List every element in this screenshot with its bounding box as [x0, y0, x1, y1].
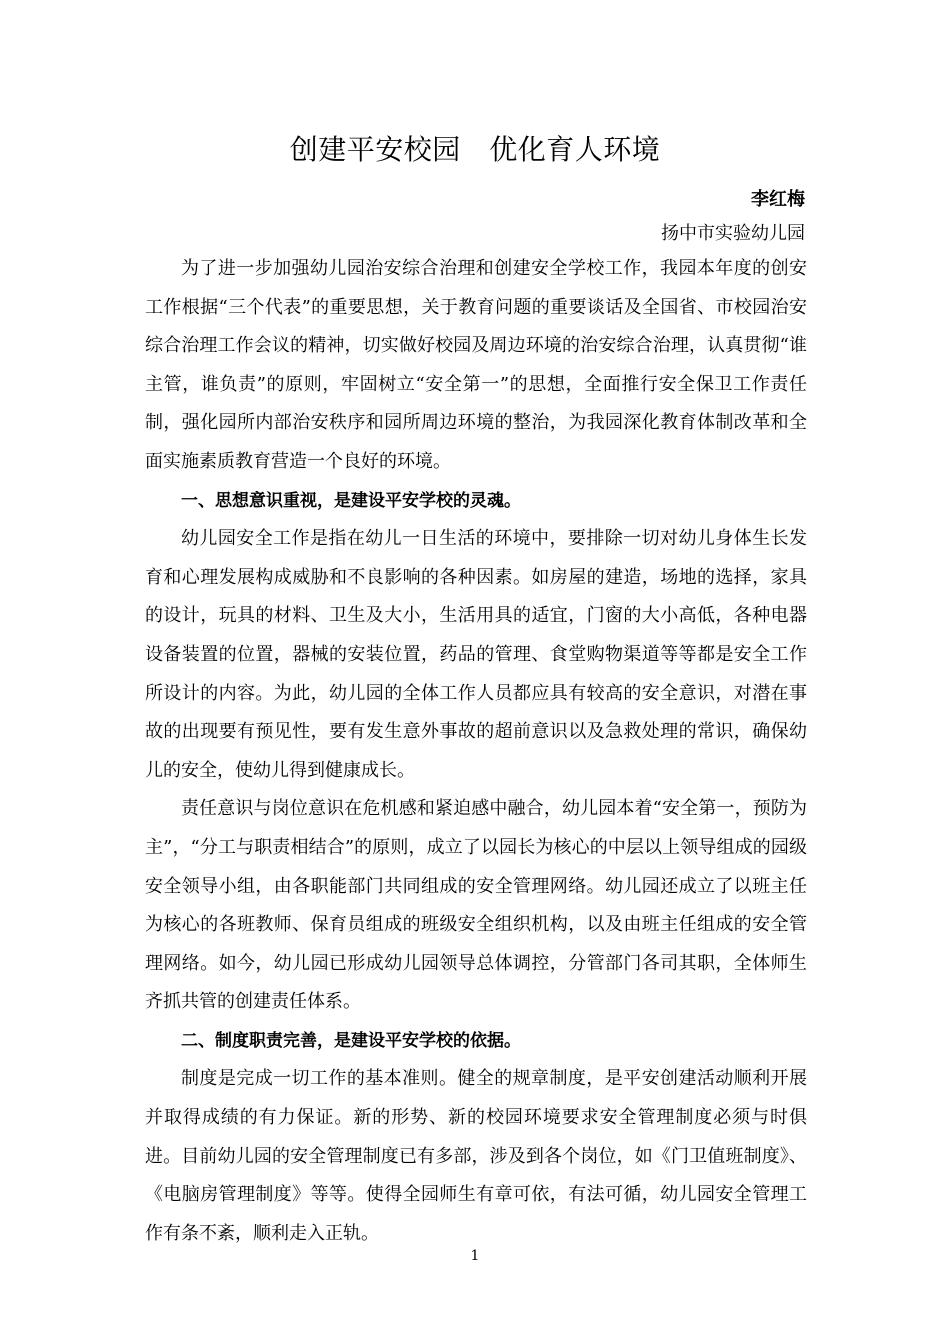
author-affiliation: 扬中市实验幼儿园	[661, 223, 805, 244]
author-name: 李红梅	[751, 189, 805, 210]
section1-paragraph-1: 幼儿园安全工作是指在幼儿一日生活的环境中，要排除一切对幼儿身体生长发育和心理发展构成威胁和不良影响的各种因素。如房屋的建造，场地的选择，家具的设计，玩具的材料、卫生及大小，生活用具的适宜，门窗的大小高低，各种电器设备装置的位置，器械的安装位置，药品的管理、食堂购物渠道等等都是安全工作所设计的内容。为此，幼儿园的全体工作人员都应具有较高的安全意识，对潜在事故的出现要有预见性，要有发生意外事故的超前意识以及急救处理的常识，确保幼儿的安全，使幼儿得到健康成长。	[145, 528, 807, 781]
section-heading-2: 二、制度职责完善，是建设平安学校的依据。	[181, 1030, 521, 1051]
page-number: 1	[470, 1248, 480, 1264]
section2-paragraph-1: 制度是完成一切工作的基本准则。健全的规章制度，是平安创建活动顺利开展并取得成绩的有力保证。新的形势、新的校园环境要求安全管理制度必须与时俱进。目前幼儿园的安全管理制度已有多部，涉及到各个岗位，如《门卫值班制度》、《电脑房管理制度》等等。使得全园师生有章可依，有法可循，幼儿园安全管理工作有条不紊，顺利走入正轨。	[145, 1068, 807, 1244]
document-body	[145, 250, 807, 1253]
intro-paragraph: 为了进一步加强幼儿园治安综合治理和创建安全学校工作，我园本年度的创安工作根据“三个代表”的重要思想，关于教育问题的重要谈话及全国省、市校园治安综合治理工作会议的精神，切实做好校园及周边环境的治安综合治理，认真贯彻“谁主管，谁负责”的原则，牢固树立“安全第一”的思想，全面推行安全保卫工作责任制，强化园所内部治安秩序和园所周边环境的整治，为我园深化教育体制改革和全面实施素质教育营造一个良好的环境。	[145, 258, 807, 472]
section1-paragraph-2: 责任意识与岗位意识在危机感和紧迫感中融合，幼儿园本着“安全第一，预防为主”，“分工与职责相结合”的原则，成立了以园长为核心的中层以上领导组成的园级安全领导小组，由各职能部门共同组成的安全管理网络。幼儿园还成立了以班主任为核心的各班教师、保育员组成的班级安全组织机构，以及由班主任组成的安全管理网络。如今，幼儿园已形成幼儿园领导总体调控，分管部门各司其职，全体师生齐抓共管的创建责任体系。	[145, 798, 807, 1013]
document-title: 创建平安校园 优化育人环境	[289, 133, 661, 166]
section-heading-1: 一、思想意识重视，是建设平安学校的灵魂。	[181, 490, 521, 511]
